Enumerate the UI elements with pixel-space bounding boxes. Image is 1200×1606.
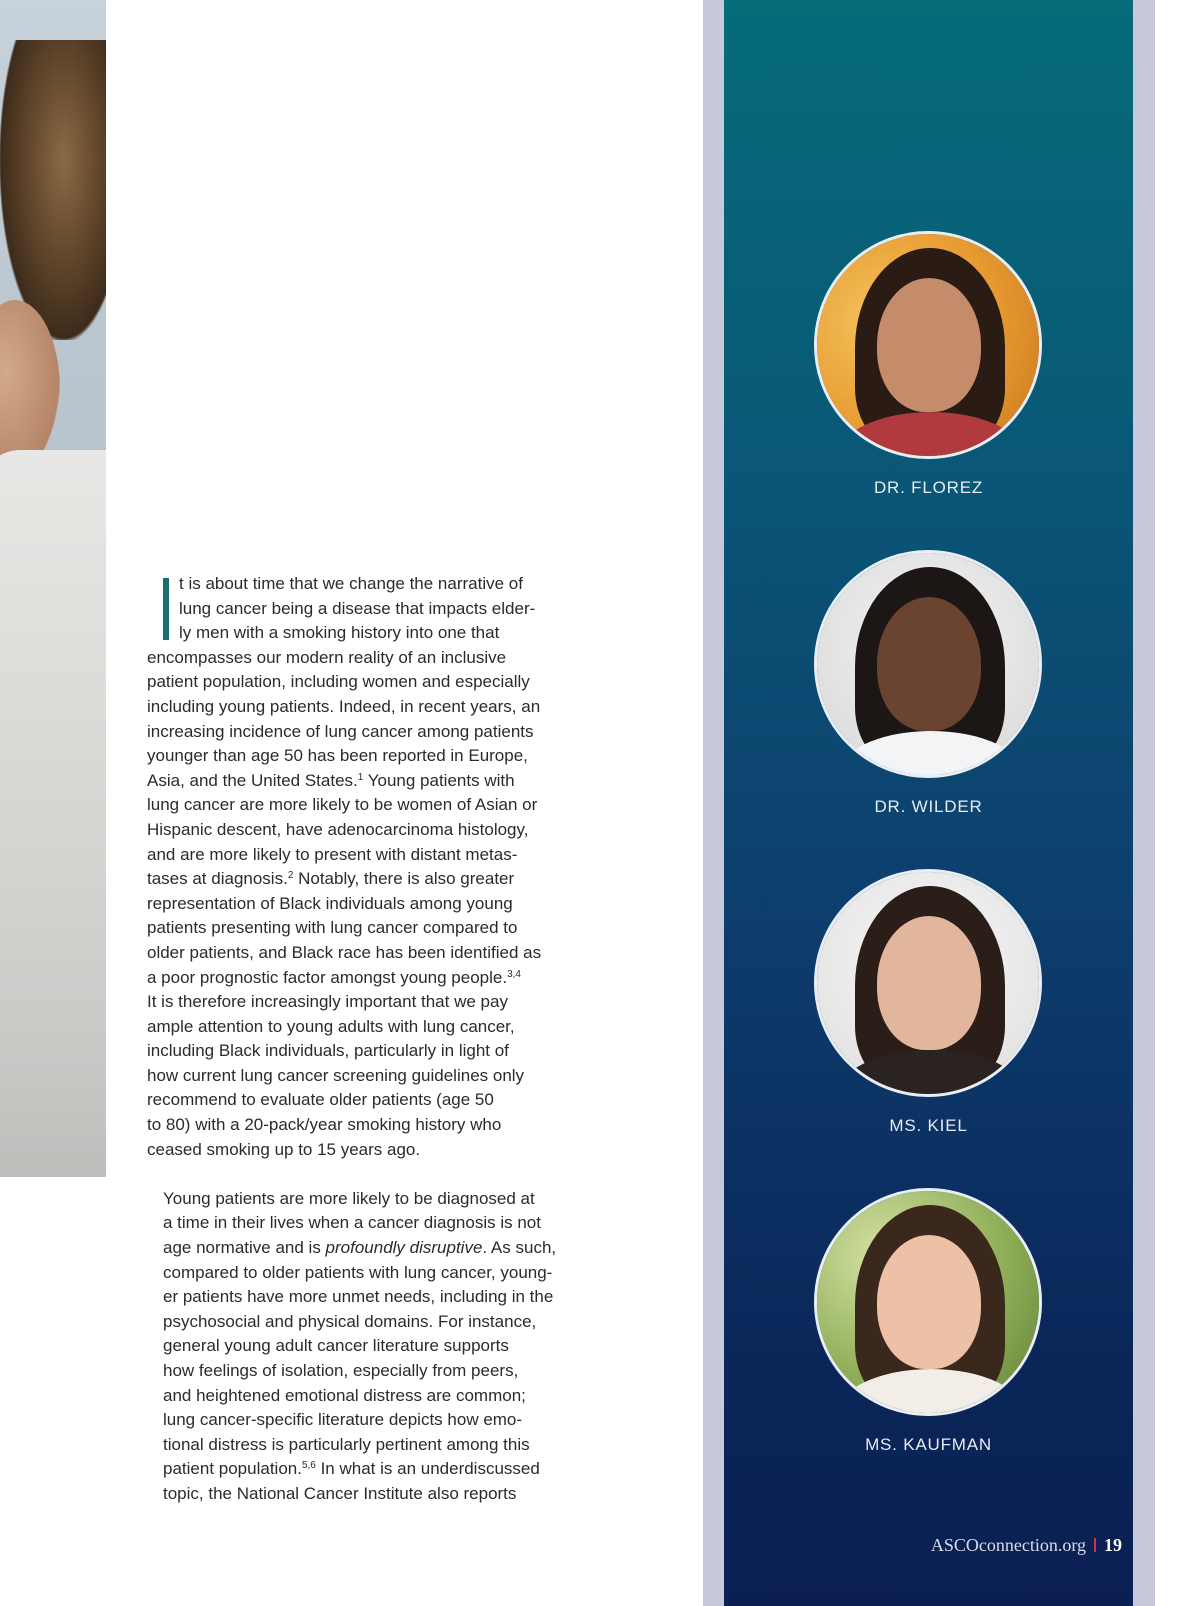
- sidebar-border-left: [703, 0, 724, 1606]
- photo-hair: [0, 40, 106, 340]
- footnote-ref-3-4: 3,4: [507, 968, 521, 980]
- photo-shirt: [0, 450, 106, 1177]
- footnote-ref-2: 2: [287, 870, 294, 882]
- footnote-ref-5-6: 5,6: [301, 1460, 316, 1472]
- footnote-ref-1: 1: [357, 771, 364, 783]
- portrait-label-kiel: MS. KIEL: [889, 1116, 968, 1135]
- sidebar-border-right: [1133, 0, 1155, 1606]
- cover-photo-strip: [0, 0, 106, 1177]
- portrait-label-florez: DR. FLOREZ: [873, 478, 984, 497]
- portrait-florez: [814, 231, 1042, 459]
- page-folio: [724, 1535, 1122, 1556]
- folio-separator: [1094, 1538, 1096, 1552]
- article-paragraph-1: t is about time that we change the narrative of lung cancer being a disease that impacts elder- ly men with a smoking history into one that encompasses our modern reality of an inclusive patient population, including women and especially including young patients. Indeed, in recent years, an increasing incidence of lung cancer among patients younger than age 50 has been reported in Europe, Asia, and the United States.$^1$ Young patients with lung cancer are more likely to be women of Asian or Hispanic descent, have adenocarcinoma histology, and are more likely to present with distant metas- tases at diagnosis.$^2$ Notably, there is also greater representation of Black individuals among young patients presenting with lung cancer compared to older patients, and Black race has been identified as a poor prognostic factor amongst young people.$^{3,4}$ It is therefore increasingly important that we pay ample attention to young adults with lung cancer, including Black individuals, particularly in light of how current lung cancer screening guidelines only recommend to evaluate older patients (age 50 to 80) with a 20-pack/year smoking history who ceased smoking up to 15 years ago.: [147, 574, 542, 1159]
- article-body: [147, 572, 593, 1531]
- portrait-kaufman: [814, 1188, 1042, 1416]
- portrait-label-wilder: DR. WILDER: [874, 797, 983, 816]
- folio-site: ASCOconnection.org: [930, 1535, 1086, 1555]
- portrait-wilder: [814, 550, 1042, 778]
- portrait-label-kaufman: MS. KAUFMAN: [865, 1435, 992, 1454]
- article-paragraph-2: Young patients are more likely to be diagnosed at a time in their lives when a cancer diagnosis is not age normative and is profoundly disruptive. As such, compared to older patients with lung cancer, young- er patients have more unmet needs, including in the psychosocial and physical domains. For instance, general young adult cancer literature supports how feelings of isolation, especially from peers, and heightened emotional distress are common; lung cancer-specific literature depicts how emo- tional distress is particularly pertinent among this patient population.$^{5,6}$ In what is an underdiscussed topic, the National Cancer Institute also reports: [163, 1188, 557, 1503]
- page-number: 19: [1104, 1535, 1122, 1555]
- author-sidebar: [724, 0, 1133, 1606]
- portrait-kiel: [814, 869, 1042, 1097]
